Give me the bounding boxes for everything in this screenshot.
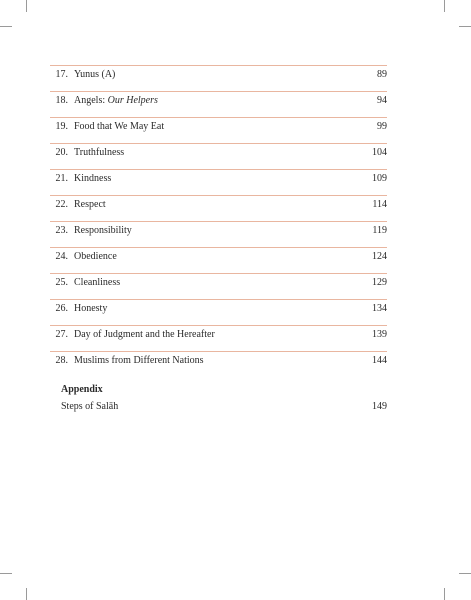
crop-mark bbox=[0, 26, 12, 27]
entry-page-number: 104 bbox=[372, 147, 387, 158]
toc-entry[interactable] bbox=[50, 273, 387, 289]
entry-number: 24. bbox=[55, 251, 68, 262]
entry-page-number: 89 bbox=[377, 69, 387, 80]
toc-entry[interactable] bbox=[50, 169, 387, 185]
entry-title: Cleanliness bbox=[74, 277, 121, 288]
entry-title: Angels: Our Helpers bbox=[74, 95, 158, 106]
crop-mark bbox=[444, 0, 445, 12]
crop-mark bbox=[459, 573, 471, 574]
entry-number: 17. bbox=[55, 69, 68, 80]
toc-entry[interactable] bbox=[50, 247, 387, 263]
entry-title: Food that We May Eat bbox=[74, 121, 165, 132]
appendix-heading: Appendix bbox=[61, 384, 103, 395]
appendix-entry-page-number: 149 bbox=[372, 401, 387, 412]
entry-page-number: 99 bbox=[377, 121, 387, 132]
entry-title: Yunus (A) bbox=[74, 69, 116, 80]
entry-number: 27. bbox=[55, 329, 68, 340]
entry-page-number: 119 bbox=[372, 225, 387, 236]
entry-number: 25. bbox=[55, 277, 68, 288]
entry-page-number: 134 bbox=[372, 303, 387, 314]
toc-entry[interactable] bbox=[50, 195, 387, 211]
toc-entry[interactable] bbox=[50, 299, 387, 315]
toc-entry[interactable] bbox=[50, 65, 387, 81]
entry-title: Kindness bbox=[74, 173, 112, 184]
entry-page-number: 139 bbox=[372, 329, 387, 340]
entry-title: Truthfulness bbox=[74, 147, 125, 158]
crop-mark bbox=[26, 588, 27, 600]
entry-number: 18. bbox=[55, 95, 68, 106]
entry-page-number: 94 bbox=[377, 95, 387, 106]
entry-page-number: 144 bbox=[372, 355, 387, 366]
crop-mark bbox=[26, 0, 27, 12]
toc-entry[interactable] bbox=[50, 221, 387, 237]
toc-entry[interactable] bbox=[50, 351, 387, 367]
entry-number: 23. bbox=[55, 225, 68, 236]
crop-mark bbox=[0, 573, 12, 574]
entry-title: Day of Judgment and the Hereafter bbox=[74, 329, 215, 340]
toc-entry[interactable] bbox=[50, 91, 387, 107]
crop-mark bbox=[444, 588, 445, 600]
appendix-entry-title: Steps of Salāh bbox=[61, 401, 119, 412]
entry-page-number: 114 bbox=[372, 199, 387, 210]
entry-title: Respect bbox=[74, 199, 106, 210]
entry-number: 21. bbox=[55, 173, 68, 184]
entry-title: Responsibility bbox=[74, 225, 132, 236]
entry-number: 22. bbox=[55, 199, 68, 210]
entry-page-number: 124 bbox=[372, 251, 387, 262]
entry-number: 20. bbox=[55, 147, 68, 158]
entry-page-number: 129 bbox=[372, 277, 387, 288]
entry-number: 19. bbox=[55, 121, 68, 132]
entry-number: 26. bbox=[55, 303, 68, 314]
toc-entry[interactable] bbox=[50, 325, 387, 341]
entry-title: Honesty bbox=[74, 303, 108, 314]
toc-entry[interactable] bbox=[50, 143, 387, 159]
entry-number: 28. bbox=[55, 355, 68, 366]
toc-entry[interactable] bbox=[50, 117, 387, 133]
entry-title: Obedience bbox=[74, 251, 117, 262]
appendix-entry[interactable] bbox=[61, 401, 387, 412]
entry-page-number: 109 bbox=[372, 173, 387, 184]
crop-mark bbox=[459, 26, 471, 27]
entry-title: Muslims from Different Nations bbox=[74, 355, 204, 366]
